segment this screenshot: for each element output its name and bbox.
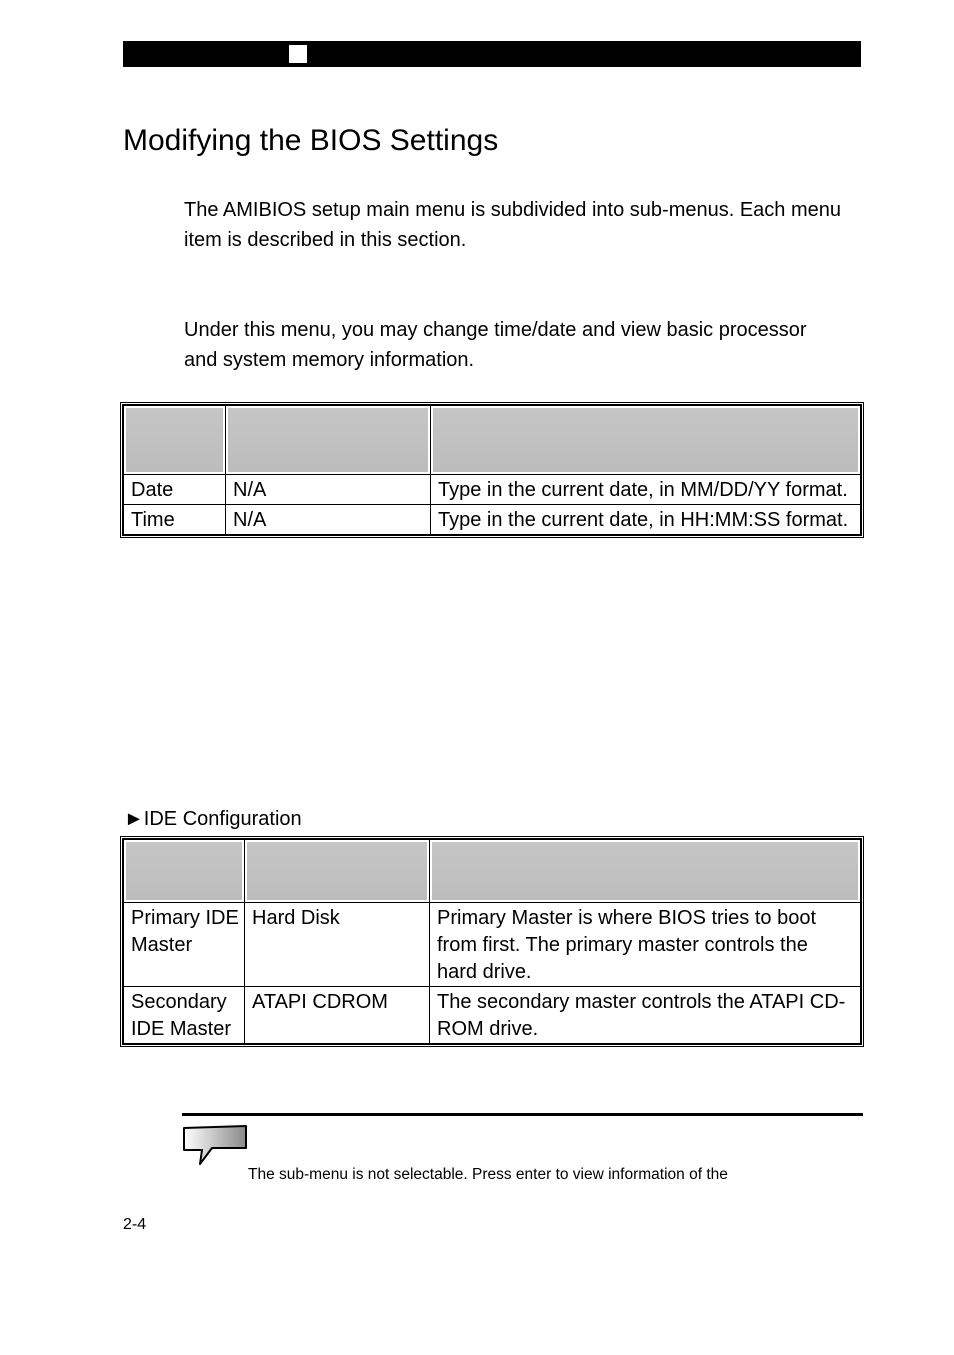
description-cell: Primary Master is where BIOS tries to boot from first. The primary master controls the hard drive. <box>430 903 861 987</box>
option-cell: N/A <box>226 505 431 535</box>
main-menu-table <box>120 402 864 538</box>
option-cell: N/A <box>226 475 431 505</box>
page-number: 2-4 <box>123 1216 147 1233</box>
table-row <box>124 987 861 1044</box>
page-title: Modifying the BIOS Settings <box>123 124 499 157</box>
intro-paragraph: The AMIBIOS setup main menu is subdivided into sub-menus. Each menu item is described in this section. <box>184 199 842 251</box>
table-header-row <box>124 840 861 903</box>
description-cell: Type in the current date, in MM/DD/YY format. <box>431 475 861 505</box>
option-cell: Hard Disk <box>245 903 430 987</box>
note-divider <box>182 1113 863 1116</box>
header-square-icon <box>289 45 307 63</box>
table-row <box>124 475 861 505</box>
header-bar <box>123 41 861 67</box>
ide-configuration-table <box>120 836 864 1047</box>
description-cell: The secondary master controls the ATAPI CD-ROM drive. <box>430 987 861 1044</box>
option-cell: ATAPI CDROM <box>245 987 430 1044</box>
table-row <box>124 903 861 987</box>
item-cell: Secondary IDE Master <box>124 987 245 1044</box>
main-menu-description: Under this menu, you may change time/date and view basic processor and system memory information. <box>184 319 807 371</box>
item-cell: Primary IDE Master <box>124 903 245 987</box>
ide-configuration-heading: ►IDE Configuration <box>124 808 302 830</box>
table-row <box>124 505 861 535</box>
note-speech-bubble-icon <box>180 1124 250 1173</box>
table-header-row <box>124 406 861 475</box>
item-cell: Date <box>124 475 226 505</box>
item-cell: Time <box>124 505 226 535</box>
description-cell: Type in the current date, in HH:MM:SS format. <box>431 505 861 535</box>
note-text: The sub-menu is not selectable. Press enter to view information of the <box>248 1166 728 1183</box>
